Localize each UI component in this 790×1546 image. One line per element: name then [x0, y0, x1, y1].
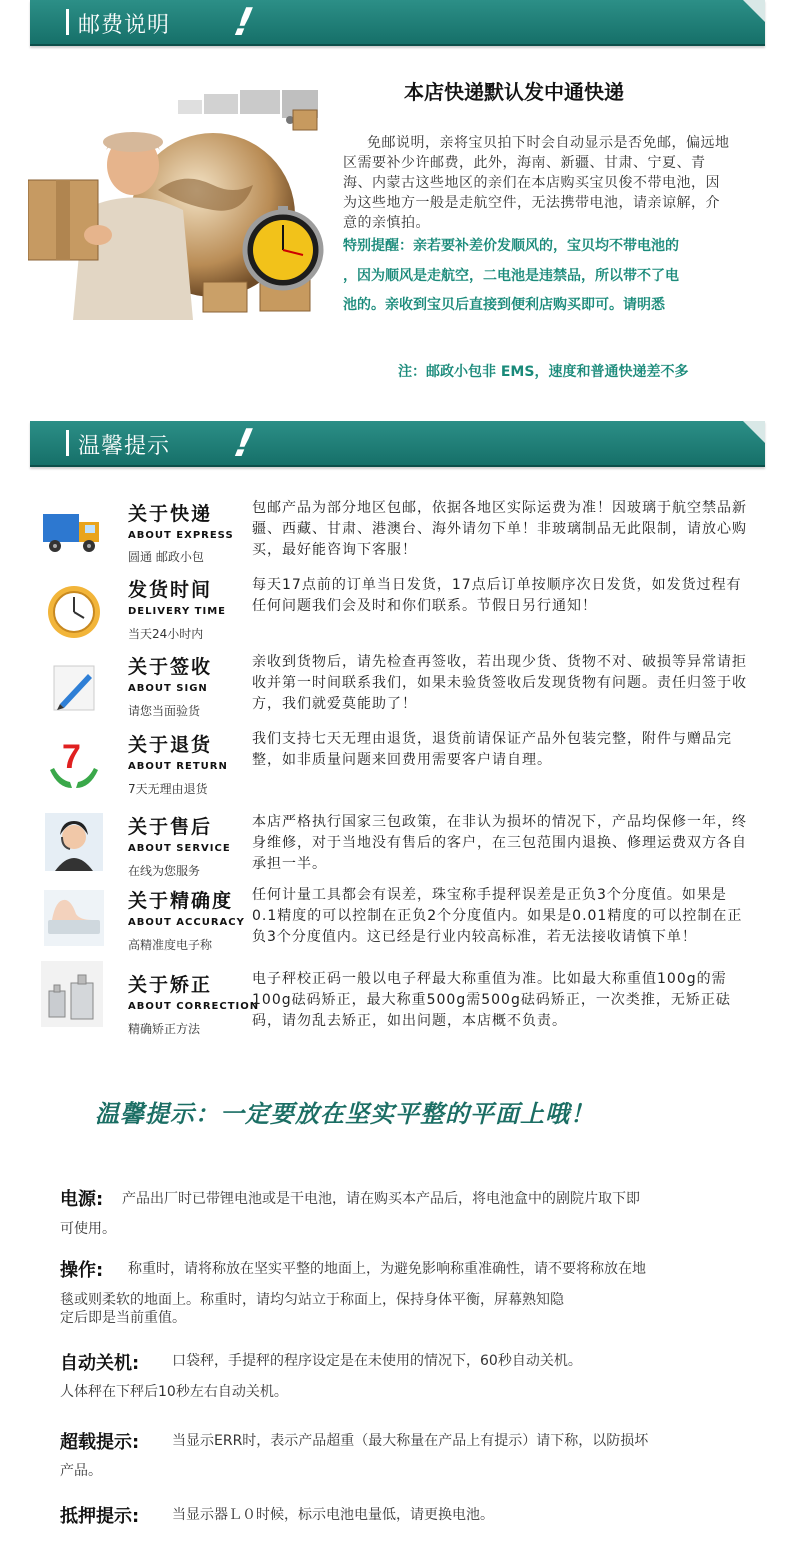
- auto-off-label: 自动关机:: [60, 1353, 140, 1374]
- tip-en-return: ABOUT RETURN: [128, 761, 228, 772]
- shipping-heading: 本店快递默认发中通快递: [404, 80, 624, 104]
- weights-icon: [40, 962, 104, 1026]
- power-line2: 可使用。: [60, 1221, 116, 1237]
- tip-heading-sign: 关于签收: [128, 656, 213, 678]
- special-reminder-line1: 特别提醒：亲若要补差价发顺风的，宝贝均不带电池的: [343, 238, 679, 254]
- tip-heading-express: 关于快递: [128, 503, 213, 525]
- tip-text-sign: 亲收到货物后，请先检查再签收，若出现少货、货物不对、破损等异常请拒收并第一时间联系我们，如果未验货签收后发现货物有问题。责任归签于收方，我们就爱莫能助了！: [252, 654, 747, 712]
- scale-foot-icon: [42, 886, 106, 950]
- tip-sub-express: 圆通 邮政小包: [128, 550, 204, 564]
- tip-heading-return: 关于退货: [128, 734, 213, 756]
- tip-sub-accuracy: 高精准度电子称: [128, 938, 213, 952]
- tip-text-delivery: 每天17点前的订单当日发货，17点后订单按顺序次日发货，如发货过程有任何问题我们会及时和你们联系。节假日另行通知！: [252, 577, 742, 614]
- tip-en-correction: ABOUT CORRECTION: [128, 1001, 260, 1012]
- corner-fold: [743, 0, 765, 22]
- banner-title: 邮费说明: [78, 13, 171, 38]
- operation-label: 操作:: [60, 1260, 104, 1281]
- tip-en-accuracy: ABOUT ACCURACY: [128, 917, 245, 928]
- special-reminder-line2: ，因为顺风是走航空，二电池是违禁品，所以带不了电: [343, 268, 679, 284]
- overload-label: 超载提示:: [60, 1432, 140, 1453]
- return-7-icon: [42, 732, 106, 796]
- overload-line1: 当显示ERR时，表示产品超重（最大称量在产品上有提示）请下称，以防损坏: [172, 1433, 649, 1449]
- auto-off-line1: 口袋秤，手提秤的程序设定是在未使用的情况下，60秒自动关机。: [172, 1353, 582, 1369]
- tip-en-express: ABOUT EXPRESS: [128, 530, 234, 541]
- truck-icon: [40, 500, 104, 564]
- section-banner-shipping: [30, 0, 765, 46]
- tip-text-return: 我们支持七天无理由退货，退货前请保证产品外包装完整，附件与赠品完整，如非质量问题来回费用需要客户请自理。: [252, 731, 732, 768]
- tip-sub-correction: 精确矫正方法: [128, 1022, 201, 1036]
- tip-heading-accuracy: 关于精确度: [128, 890, 234, 912]
- tip-text-express: 包邮产品为部分地区包邮，依据各地区实际运费为准！因玻璃于航空禁品新疆、西藏、甘肃、港澳台、海外请勿下单！非玻璃制品无此限制，请放心购买，最好能咨询下客服！: [252, 500, 747, 558]
- tip-sub-delivery: 当天24小时内: [128, 627, 204, 641]
- power-label: 电源:: [60, 1189, 104, 1210]
- tip-heading-delivery: 发货时间: [128, 579, 213, 601]
- tip-heading-correction: 关于矫正: [128, 974, 213, 996]
- banner-title: 温馨提示: [78, 434, 171, 459]
- low-battery-line1: 当显示器Ｌ０时候，标示电池电量低，请更换电池。: [172, 1507, 494, 1523]
- low-battery-label: 抵押提示:: [60, 1506, 140, 1527]
- overload-line2: 产品。: [60, 1463, 102, 1479]
- banner-bar: [66, 430, 69, 456]
- tip-text-correction: 电子秤校正码一般以电子秤最大称重值为准。比如最大称重值100g的需100g砝码矫正，最大称重500g需500g砝码矫正，一次类推，无矫正砝码，请勿乱去矫正，如出问题，本店概不负责。: [252, 971, 731, 1029]
- operation-line2: 毯或则柔软的地面上。称重时，请均匀站立于称面上，保持身体平衡，屏幕熟知隐: [60, 1292, 564, 1308]
- postal-note: 注：邮政小包非 EMS，速度和普通快递差不多: [398, 364, 689, 380]
- tip-sub-return: 7天无理由退货: [128, 782, 208, 796]
- svg-text:7: 7: [62, 738, 81, 776]
- pen-icon: [42, 656, 106, 720]
- tip-text-accuracy: 任何计量工具都会有误差，珠宝称手提秤误差是正负3个分度值。如果是0.1精度的可以控制在正负2个分度值内。如果是0.01精度的可以控制在正负3个分度值内。这已经是行业内较高标准，若无法接收请慎下单！: [252, 887, 743, 945]
- tip-heading-service: 关于售后: [128, 816, 213, 838]
- tip-en-delivery: DELIVERY TIME: [128, 606, 226, 617]
- shipping-paragraph: 免邮说明，亲将宝贝拍下时会自动显示是否免邮，偏远地区需要补少许邮费，此外，海南、新疆、甘肃、宁夏、青海、内蒙古这些地区的亲们在本店购买宝贝俊不带电池，因为这些地方一般是走航空件，无法携带电池，请亲谅解，介意的亲慎拍。: [343, 135, 730, 231]
- banner-bar: [66, 9, 69, 35]
- tip-sub-service: 在线为您服务: [128, 864, 201, 878]
- tip-sub-sign: 请您当面验货: [128, 704, 201, 718]
- power-line1: 产品出厂时已带锂电池或是干电池，请在购买本产品后，将电池盒中的剧院片取下即: [122, 1191, 640, 1207]
- tip-en-service: ABOUT SERVICE: [128, 843, 231, 854]
- auto-off-line2: 人体秤在下秤后10秒左右自动关机。: [60, 1384, 288, 1400]
- special-reminder-line3: 池的。亲收到宝贝后直接到便利店购买即可。请明悉: [343, 297, 665, 313]
- tip-text-service: 本店严格执行国家三包政策，在非认为损坏的情况下，产品均保修一年，终身维修，对于当地没有售后的客户，在三包范围内退换、修理运费双方各自承担一半。: [252, 814, 747, 872]
- operation-line1: 称重时，请将称放在坚实平整的地面上，为避免影响称重准确性，请不要将称放在地: [128, 1261, 646, 1277]
- warning-headline: 温馨提示：一定要放在坚实平整的平面上哦！: [95, 1100, 595, 1128]
- clock-icon: [42, 580, 106, 644]
- operation-line3: 定后即是当前重值。: [60, 1310, 186, 1326]
- exclamation-icon: !: [230, 0, 258, 44]
- section-banner-tips: [30, 421, 765, 467]
- shipping-illustration: [28, 70, 328, 320]
- tip-en-sign: ABOUT SIGN: [128, 683, 208, 694]
- exclamation-icon: !: [230, 421, 258, 465]
- service-agent-icon: [42, 810, 106, 874]
- corner-fold: [743, 421, 765, 443]
